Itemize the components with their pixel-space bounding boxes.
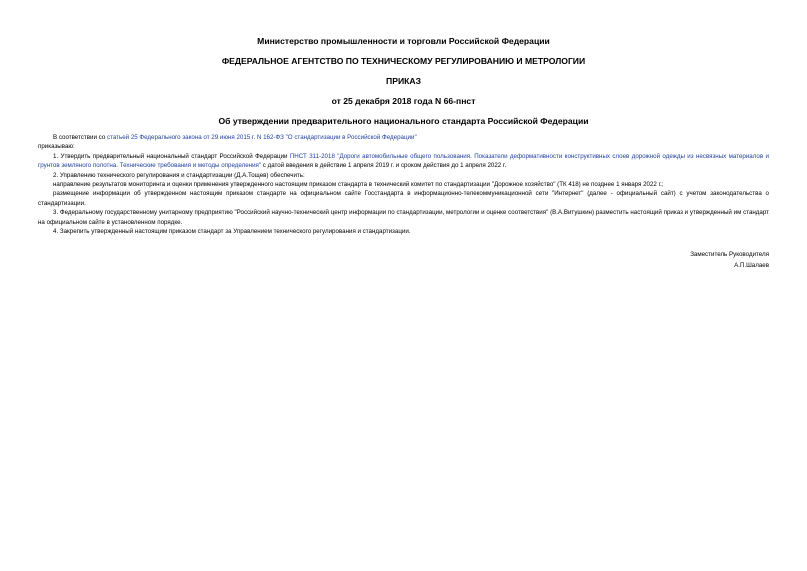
item-3: 3. Федеральному государственному унитарному предприятию "Российский научно-технический центр информации по стандартизации, метрологии и оценке соответствия" (В.А.Витушкин) разместить настоящий приказ и утвержденный им стандарт на официальном сайте в установленном порядке. xyxy=(38,209,769,226)
item-2-b: размещение информации об утвержденном настоящим приказом стандарте на официальном сайте Госстандарта в информационно-телекоммуникационной сети "Интернет" (далее - официальный сайт) с учетом законодательства о стандартизации. xyxy=(38,190,769,207)
signatory-position: Заместитель Руководителя xyxy=(690,251,769,258)
item-2-a: направление результатов мониторинга и оценки применения утвержденного настоящим приказом стандарта в технический комитет по стандартизации "Дорожное хозяйство" (ТК 418) не позднее 1 января 2022 г.; xyxy=(53,181,664,189)
item-4: 4. Закрепить утвержденный настоящим приказом стандарт за Управлением технического регулирования и стандартизации. xyxy=(53,228,411,236)
ministry-heading: Министерство промышленности и торговли Российской Федерации xyxy=(257,36,550,46)
order-word: приказываю: xyxy=(38,143,75,151)
order-subject: Об утверждении предварительного национального стандарта Российской Федерации xyxy=(218,116,589,126)
intro-prefix: В соответствии со xyxy=(53,134,107,141)
item-1-suffix: с датой введения в действие 1 апреля 2019 г. и сроком действия до 1 апреля 2022 г. xyxy=(261,162,507,170)
item-1-prefix: 1. Утвердить предварительный национальный стандарт Российской Федерации xyxy=(53,152,290,160)
signatory-name: А.П.Шалаев xyxy=(734,262,769,269)
agency-heading: ФЕДЕРАЛЬНОЕ АГЕНТСТВО ПО ТЕХНИЧЕСКОМУ РЕГУЛИРОВАНИЮ И МЕТРОЛОГИИ xyxy=(221,56,586,66)
item-1 xyxy=(38,152,769,171)
order-title: ПРИКАЗ xyxy=(386,76,421,86)
standard-link[interactable]: ПНСТ 311-2018 "Дороги автомобильные общего пользования. Показатели деформативности конструктивных слоев дорожной одежды из несвязных материалов и грунтов земляного полотна. Технические требования и методы определения" xyxy=(38,152,769,170)
federal-law-link[interactable]: статьей 25 Федерального закона от 29 июня 2015 г. N 162-ФЗ "О стандартизации в Российской Федерации" xyxy=(106,134,417,141)
order-date: от 25 декабря 2018 года N 66-пнст xyxy=(331,96,476,106)
intro-paragraph xyxy=(38,133,769,142)
item-2: 2. Управлению технического регулирования и стандартизации (Д.А.Тощев) обеспечить: xyxy=(53,171,305,179)
signature-block xyxy=(690,249,769,271)
document-body xyxy=(38,133,769,236)
